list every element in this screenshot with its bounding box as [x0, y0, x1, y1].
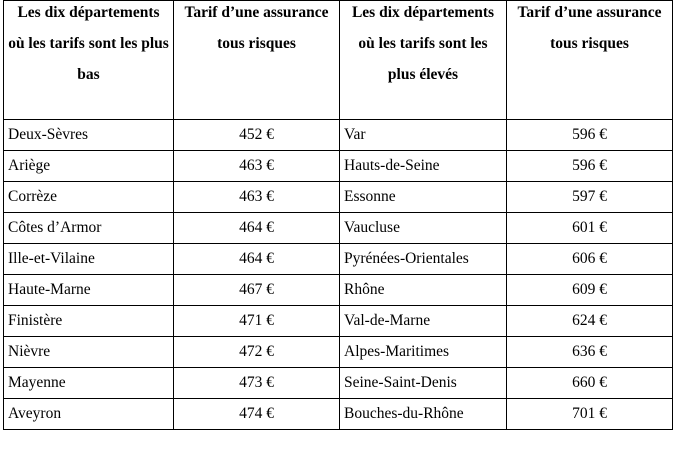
high-department-cell: Seine-Saint-Denis [340, 368, 507, 399]
low-department-cell: Côtes d’Armor [4, 213, 174, 244]
high-price-cell: 624 € [507, 306, 673, 337]
low-department-cell: Aveyron [4, 399, 174, 430]
high-department-cell: Rhône [340, 275, 507, 306]
high-price-cell: 701 € [507, 399, 673, 430]
table-row [4, 182, 673, 213]
table-row [4, 151, 673, 182]
header-high-departments: Les dix départements où les tarifs sont les plus élevés [340, 1, 507, 120]
header-low-price: Tarif d’une assurance tous risques [174, 1, 340, 120]
table-header [4, 1, 673, 120]
table-row [4, 120, 673, 151]
high-price-cell: 609 € [507, 275, 673, 306]
low-price-cell: 473 € [174, 368, 340, 399]
high-department-cell: Var [340, 120, 507, 151]
table-row [4, 275, 673, 306]
high-price-cell: 596 € [507, 120, 673, 151]
header-low-departments: Les dix départements où les tarifs sont les plus bas [4, 1, 174, 120]
header-row [4, 1, 673, 120]
high-price-cell: 636 € [507, 337, 673, 368]
header-high-price: Tarif d’une assurance tous risques [507, 1, 673, 120]
table-body [4, 120, 673, 430]
low-department-cell: Deux-Sèvres [4, 120, 174, 151]
high-department-cell: Bouches-du-Rhône [340, 399, 507, 430]
low-department-cell: Ariège [4, 151, 174, 182]
table-row [4, 244, 673, 275]
high-department-cell: Hauts-de-Seine [340, 151, 507, 182]
high-department-cell: Essonne [340, 182, 507, 213]
tarifs-table [3, 0, 673, 430]
low-department-cell: Nièvre [4, 337, 174, 368]
high-department-cell: Val-de-Marne [340, 306, 507, 337]
low-price-cell: 464 € [174, 244, 340, 275]
high-price-cell: 601 € [507, 213, 673, 244]
high-price-cell: 597 € [507, 182, 673, 213]
low-department-cell: Mayenne [4, 368, 174, 399]
low-price-cell: 463 € [174, 151, 340, 182]
high-price-cell: 660 € [507, 368, 673, 399]
high-department-cell: Vaucluse [340, 213, 507, 244]
high-department-cell: Alpes-Maritimes [340, 337, 507, 368]
low-price-cell: 463 € [174, 182, 340, 213]
table-row [4, 213, 673, 244]
low-department-cell: Corrèze [4, 182, 174, 213]
low-price-cell: 474 € [174, 399, 340, 430]
table-row [4, 368, 673, 399]
low-price-cell: 471 € [174, 306, 340, 337]
table-row [4, 399, 673, 430]
low-department-cell: Haute-Marne [4, 275, 174, 306]
table-row [4, 337, 673, 368]
low-price-cell: 467 € [174, 275, 340, 306]
high-price-cell: 596 € [507, 151, 673, 182]
low-department-cell: Finistère [4, 306, 174, 337]
high-price-cell: 606 € [507, 244, 673, 275]
low-price-cell: 452 € [174, 120, 340, 151]
low-price-cell: 472 € [174, 337, 340, 368]
table-row [4, 306, 673, 337]
low-department-cell: Ille-et-Vilaine [4, 244, 174, 275]
high-department-cell: Pyrénées-Orientales [340, 244, 507, 275]
low-price-cell: 464 € [174, 213, 340, 244]
